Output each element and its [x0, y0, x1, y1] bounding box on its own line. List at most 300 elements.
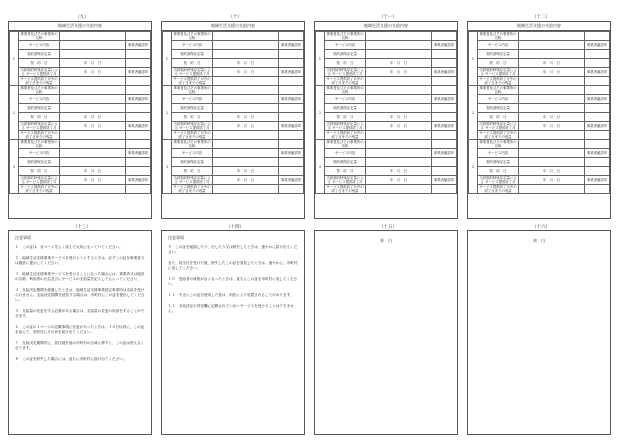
blank-panel-15: [314, 230, 458, 435]
table-row: [469, 140, 610, 149]
table-row: [163, 167, 304, 176]
blank-label: 余 白: [380, 238, 392, 243]
row-value: [213, 41, 279, 50]
table-row: [10, 113, 151, 122]
table-row: [469, 167, 610, 176]
group-number: 2: [469, 86, 478, 140]
row-value: [60, 104, 126, 113]
contract-table: [468, 31, 610, 194]
row-value: 年 月 日: [213, 167, 279, 176]
row-label: サービス提供終了月中の終了日までの残量: [479, 185, 517, 193]
row-value: [366, 86, 432, 95]
table-row: [469, 50, 610, 59]
confirm-cell: [432, 86, 457, 95]
row-label: 事業者及びその事業所の名称: [20, 140, 58, 148]
row-label: サービス提供終了月中の終了日までの残量: [20, 77, 58, 85]
confirm-cell: 事業者確認印: [126, 95, 151, 104]
table-row: [316, 86, 457, 95]
row-label: サービス提供終了月中の終了日までの残量: [479, 131, 517, 139]
row-value: 年 月 日: [519, 113, 585, 122]
row-value: [519, 104, 585, 113]
table-row: [163, 113, 304, 122]
row-label: サービス提供終了月中の終了日までの残量: [173, 77, 211, 85]
table-row: [163, 95, 304, 104]
group-number: 1: [316, 32, 325, 86]
row-label: サービス提供終了月中の終了日までの残量: [20, 185, 58, 193]
row-value: 年 月 日: [519, 59, 585, 68]
row-label: 事業者及びその事業所の名称: [326, 32, 364, 40]
row-label: 当該契約時残存定量による サービス提供終了月: [173, 176, 211, 184]
row-value: [366, 131, 432, 140]
confirm-cell: 事業者確認印: [432, 122, 457, 131]
row-label: 当該契約時残存定量による サービス提供終了月: [479, 176, 517, 184]
table-row: [469, 131, 610, 140]
page-number-14: （十四）: [226, 225, 244, 230]
contract-table: [315, 31, 457, 194]
table-row: [469, 158, 610, 167]
confirm-cell: [432, 185, 457, 194]
row-value: 年 月 日: [60, 122, 126, 131]
support-content-panel-9: [8, 21, 152, 219]
row-label: 契約済保存定量: [478, 158, 519, 167]
row-value: 年 月 日: [60, 176, 126, 185]
confirm-cell: [126, 158, 151, 167]
confirm-cell: 事業者確認印: [432, 176, 457, 185]
table-row: [469, 41, 610, 50]
confirm-cell: [432, 104, 457, 113]
row-value: [213, 149, 279, 158]
table-row: [10, 176, 151, 185]
table-row: [163, 32, 304, 41]
confirm-cell: 事業者確認印: [126, 41, 151, 50]
table-row: [163, 131, 304, 140]
contract-table: [162, 31, 304, 194]
confirm-cell: [585, 86, 610, 95]
group-number: 1: [10, 32, 19, 86]
row-value: [60, 41, 126, 50]
row-label: サービス内容: [19, 95, 60, 104]
table-row: [10, 50, 151, 59]
row-label: サービス内容: [325, 149, 366, 158]
table-row: [469, 86, 610, 95]
page-number-9: （九）: [75, 15, 89, 20]
row-value: [60, 86, 126, 95]
notes-title: 注意事項: [15, 235, 31, 240]
confirm-cell: [585, 167, 610, 176]
group-number: 2: [163, 86, 172, 140]
table-row: [10, 86, 151, 95]
confirm-cell: [432, 131, 457, 140]
note-item: ４ 支給決定期間を経過したときは、地域生活支援事業指定事業所は支給を受けられません。支給決定期間を延長する場合は、市町村にこの証を提出してください。: [15, 288, 145, 302]
table-row: [316, 68, 457, 77]
row-value: [213, 140, 279, 149]
confirm-cell: [585, 140, 610, 149]
confirm-cell: 事業者確認印: [279, 176, 304, 185]
group-number: 3: [10, 140, 19, 194]
note-item: １ この証は、各ページをよく読んで大切にもっていてください。: [15, 245, 123, 249]
row-label: サービス提供終了月中の終了日までの残量: [479, 77, 517, 85]
row-label: 事業者及びその事業所の名称: [479, 86, 517, 94]
table-row: [469, 32, 610, 41]
confirm-cell: [279, 86, 304, 95]
table-row: [10, 167, 151, 176]
table-row: [163, 140, 304, 149]
table-row: [316, 59, 457, 68]
confirm-cell: [432, 59, 457, 68]
table-row: [316, 149, 457, 158]
page-number-15: （十五）: [379, 225, 397, 230]
table-row: [10, 41, 151, 50]
blank-panel-16: [467, 230, 611, 435]
row-label: サービス内容: [478, 149, 519, 158]
note-item: ３ 地域生活支援事業サービスを受けることになった場合には、事業者又は施設の名称、利用者の氏名並びにサービスの支給量を記入してもらってください。: [15, 272, 145, 281]
row-label: 事業者及びその事業所の名称: [173, 140, 211, 148]
table-row: [316, 104, 457, 113]
table-row: [163, 59, 304, 68]
table-row: [469, 122, 610, 131]
confirm-cell: [279, 167, 304, 176]
table-row: [316, 95, 457, 104]
confirm-cell: [585, 131, 610, 140]
note-item: ５ 支給量の変更をする必要がある場合は、支給量の変更の申請をすることができます。: [15, 309, 145, 318]
confirm-cell: [279, 113, 304, 122]
row-label: 当該契約時残存定量による サービス提供終了月: [326, 122, 364, 130]
confirm-cell: [585, 32, 610, 41]
row-label: 事業者及びその事業所の名称: [326, 140, 364, 148]
table-row: [10, 59, 151, 68]
confirm-cell: [126, 185, 151, 194]
support-content-panel-10: [161, 21, 305, 219]
confirm-cell: [279, 50, 304, 59]
confirm-cell: [279, 140, 304, 149]
row-value: [366, 149, 432, 158]
row-value: 年 月 日: [366, 176, 432, 185]
row-value: [60, 158, 126, 167]
row-label: 契約済保存定量: [19, 104, 60, 113]
note-item: １２ 支給決定の内容欄に記載されていないサービスを受けることはできません。: [168, 304, 294, 313]
row-label: 契約済保存定量: [19, 158, 60, 167]
row-value: 年 月 日: [213, 176, 279, 185]
confirm-cell: [432, 32, 457, 41]
row-value: [519, 158, 585, 167]
row-label: 契 約 日: [478, 167, 519, 176]
row-label: 当該契約時残存定量による サービス提供終了月: [479, 122, 517, 130]
table-row: [469, 68, 610, 77]
confirm-cell: 事業者確認印: [126, 122, 151, 131]
row-label: 契約済保存定量: [478, 50, 519, 59]
row-label: 当該契約時残存定量による サービス提供終了月: [326, 68, 364, 76]
notes-title-right: 注意事項: [168, 235, 184, 240]
row-label: 契 約 日: [325, 59, 366, 68]
table-row: [163, 185, 304, 194]
row-value: [213, 185, 279, 194]
group-number: 3: [316, 140, 325, 194]
confirm-cell: 事業者確認印: [279, 149, 304, 158]
confirm-cell: [126, 131, 151, 140]
row-value: [519, 95, 585, 104]
table-row: [469, 176, 610, 185]
confirm-cell: 事業者確認印: [585, 41, 610, 50]
row-label: 契約済保存定量: [19, 50, 60, 59]
table-row: [469, 59, 610, 68]
row-label: 事業者及びその事業所の名称: [173, 86, 211, 94]
row-value: [519, 185, 585, 194]
confirm-cell: [126, 50, 151, 59]
confirm-cell: [279, 131, 304, 140]
row-value: [519, 131, 585, 140]
row-label: 契 約 日: [325, 113, 366, 122]
row-value: [60, 32, 126, 41]
table-row: [10, 32, 151, 41]
confirm-cell: [279, 32, 304, 41]
confirm-cell: [432, 50, 457, 59]
table-row: [316, 167, 457, 176]
confirm-cell: [279, 77, 304, 86]
table-row: [316, 122, 457, 131]
row-label: 契 約 日: [172, 167, 213, 176]
table-row: [469, 95, 610, 104]
group-number: 1: [469, 32, 478, 86]
confirm-cell: 事業者確認印: [432, 41, 457, 50]
table-row: [469, 113, 610, 122]
row-value: [366, 95, 432, 104]
confirm-cell: [432, 158, 457, 167]
confirm-cell: 事業者確認印: [279, 95, 304, 104]
row-value: [213, 77, 279, 86]
confirm-cell: [126, 140, 151, 149]
panel-title: 地域生活支援の支給内容: [315, 22, 457, 31]
row-label: サービス提供終了月中の終了日までの残量: [173, 185, 211, 193]
row-label: 契約済保存定量: [172, 104, 213, 113]
row-value: 年 月 日: [519, 176, 585, 185]
table-row: [163, 41, 304, 50]
row-label: 契 約 日: [478, 113, 519, 122]
row-value: [60, 140, 126, 149]
table-row: [163, 77, 304, 86]
row-value: [366, 140, 432, 149]
row-label: 当該契約時残存定量による サービス提供終了月: [326, 176, 364, 184]
table-row: [469, 77, 610, 86]
group-number: 3: [469, 140, 478, 194]
contract-table: [9, 31, 151, 194]
row-label: サービス内容: [172, 149, 213, 158]
table-row: [316, 131, 457, 140]
row-value: 年 月 日: [60, 68, 126, 77]
note-item: また、再交付を受けた後、紛失したこの証を発見したときは、速やかに、市町村に返してください。: [168, 261, 298, 270]
table-row: [469, 104, 610, 113]
notes-panel-left: [8, 230, 152, 435]
row-value: 年 月 日: [60, 59, 126, 68]
row-value: 年 月 日: [366, 68, 432, 77]
confirm-cell: [585, 104, 610, 113]
confirm-cell: [126, 77, 151, 86]
support-content-panel-12: [467, 21, 611, 219]
table-row: [163, 149, 304, 158]
table-row: [316, 185, 457, 194]
row-value: 年 月 日: [60, 167, 126, 176]
row-label: 契 約 日: [19, 113, 60, 122]
confirm-cell: [126, 32, 151, 41]
row-value: 年 月 日: [519, 68, 585, 77]
row-value: [519, 86, 585, 95]
row-label: 事業者及びその事業所の名称: [173, 32, 211, 40]
table-row: [163, 176, 304, 185]
row-label: 契 約 日: [325, 167, 366, 176]
row-value: 年 月 日: [366, 113, 432, 122]
confirm-cell: 事業者確認印: [279, 122, 304, 131]
row-value: [366, 32, 432, 41]
row-value: [519, 149, 585, 158]
row-value: 年 月 日: [60, 113, 126, 122]
table-row: [163, 104, 304, 113]
confirm-cell: [126, 86, 151, 95]
row-value: [60, 185, 126, 194]
confirm-cell: [432, 140, 457, 149]
table-row: [163, 50, 304, 59]
table-row: [10, 68, 151, 77]
table-row: [316, 32, 457, 41]
row-value: [213, 131, 279, 140]
confirm-cell: [585, 113, 610, 122]
row-value: 年 月 日: [366, 167, 432, 176]
table-row: [316, 176, 457, 185]
row-value: [519, 32, 585, 41]
row-value: [60, 149, 126, 158]
group-number: 2: [316, 86, 325, 140]
row-label: サービス内容: [172, 41, 213, 50]
row-label: 契 約 日: [19, 59, 60, 68]
row-label: サービス提供終了月中の終了日までの残量: [326, 185, 364, 193]
table-row: [10, 185, 151, 194]
row-label: 当該契約時残存定量による サービス提供終了月: [173, 122, 211, 130]
table-row: [10, 158, 151, 167]
confirm-cell: [432, 167, 457, 176]
confirm-cell: [585, 185, 610, 194]
confirm-cell: 事業者確認印: [126, 68, 151, 77]
row-label: 事業者及びその事業所の名称: [20, 86, 58, 94]
panel-title: 地域生活支援の支給内容: [162, 22, 304, 31]
row-label: 契約済保存定量: [325, 158, 366, 167]
group-number: 1: [163, 32, 172, 86]
row-value: [519, 77, 585, 86]
row-label: サービス内容: [478, 41, 519, 50]
blank-label: 余 白: [533, 238, 545, 243]
row-label: サービス提供終了月中の終了日までの残量: [20, 131, 58, 139]
row-label: 契約済保存定量: [325, 50, 366, 59]
row-value: 年 月 日: [213, 113, 279, 122]
confirm-cell: [279, 185, 304, 194]
table-row: [10, 122, 151, 131]
row-label: サービス内容: [19, 41, 60, 50]
table-row: [316, 41, 457, 50]
row-value: 年 月 日: [519, 167, 585, 176]
row-value: [213, 104, 279, 113]
table-row: [316, 158, 457, 167]
page-number-16: （十六）: [532, 225, 550, 230]
row-label: サービス提供終了月中の終了日までの残量: [326, 131, 364, 139]
note-item: １０ 受給者の資格がなくなったときは、直ちにこの証を市町村に返してください。: [168, 277, 298, 286]
confirm-cell: 事業者確認印: [585, 95, 610, 104]
row-label: 当該契約時残存定量による サービス提供終了月: [173, 68, 211, 76]
confirm-cell: 事業者確認印: [279, 41, 304, 50]
row-label: 事業者及びその事業所の名称: [20, 32, 58, 40]
row-value: [213, 32, 279, 41]
confirm-cell: [126, 104, 151, 113]
row-label: サービス内容: [172, 95, 213, 104]
row-label: 契約済保存定量: [172, 158, 213, 167]
row-value: [213, 50, 279, 59]
row-label: 契 約 日: [19, 167, 60, 176]
table-row: [469, 149, 610, 158]
confirm-cell: 事業者確認印: [126, 176, 151, 185]
support-content-panel-11: [314, 21, 458, 219]
note-item: ２ 地域生活支援事業サービスを受けようとするときは、必ずこの証を事業者又は施設に提示してください。: [15, 256, 145, 265]
confirm-cell: [126, 113, 151, 122]
note-item: ７ 支給決定期間内に、居住地を他の市町村の区域に移すと、この証は使えなくなります。: [15, 341, 145, 350]
row-value: [519, 50, 585, 59]
row-value: [60, 95, 126, 104]
row-value: [366, 104, 432, 113]
group-number: 3: [163, 140, 172, 194]
page-number-10: （十）: [228, 15, 242, 20]
panel-title: 地域生活支援の支給内容: [9, 22, 151, 31]
confirm-cell: [279, 104, 304, 113]
row-label: 契 約 日: [172, 59, 213, 68]
row-label: 事業者及びその事業所の名称: [479, 32, 517, 40]
table-row: [316, 50, 457, 59]
table-row: [10, 104, 151, 113]
row-value: 年 月 日: [519, 122, 585, 131]
row-label: 契約済保存定量: [172, 50, 213, 59]
row-label: サービス内容: [19, 149, 60, 158]
row-value: [366, 41, 432, 50]
row-label: サービス内容: [325, 41, 366, 50]
table-row: [10, 95, 151, 104]
row-label: サービス内容: [325, 95, 366, 104]
group-number: 2: [10, 86, 19, 140]
row-label: 当該契約時残存定量による サービス提供終了月: [20, 68, 58, 76]
table-row: [163, 86, 304, 95]
page-number-11: （十一）: [379, 15, 397, 20]
confirm-cell: 事業者確認印: [432, 68, 457, 77]
note-item: ９ この証を破損したり、汚したり又は紛失したときは、速やかに届け出てください。: [168, 245, 298, 254]
row-value: [60, 131, 126, 140]
row-label: 当該契約時残存定量による サービス提供終了月: [20, 122, 58, 130]
row-value: [366, 185, 432, 194]
row-label: 契 約 日: [478, 59, 519, 68]
confirm-cell: [585, 59, 610, 68]
row-value: [60, 50, 126, 59]
confirm-cell: [585, 158, 610, 167]
confirm-cell: 事業者確認印: [585, 122, 610, 131]
row-value: [213, 158, 279, 167]
row-label: 契約済保存定量: [325, 104, 366, 113]
table-row: [10, 131, 151, 140]
table-row: [10, 77, 151, 86]
confirm-cell: 事業者確認印: [585, 149, 610, 158]
page-number-12: （十二）: [532, 15, 550, 20]
row-value: 年 月 日: [366, 59, 432, 68]
table-row: [163, 68, 304, 77]
row-value: [519, 140, 585, 149]
confirm-cell: 事業者確認印: [126, 149, 151, 158]
row-label: サービス提供終了月中の終了日までの残量: [326, 77, 364, 85]
confirm-cell: 事業者確認印: [279, 68, 304, 77]
confirm-cell: [585, 77, 610, 86]
confirm-cell: [279, 59, 304, 68]
table-row: [316, 77, 457, 86]
row-value: [366, 158, 432, 167]
